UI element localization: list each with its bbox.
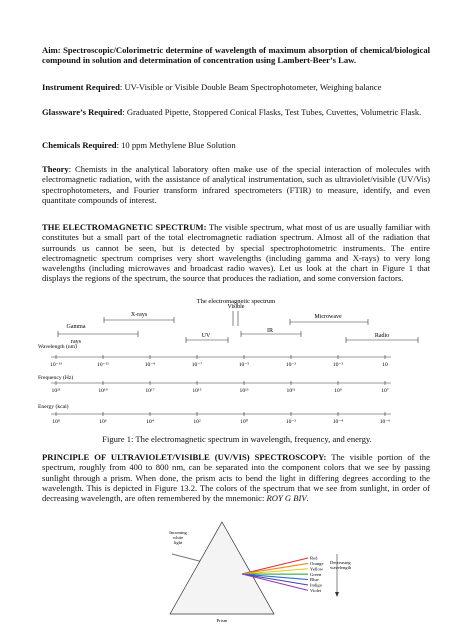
region-ir: IR (267, 328, 273, 334)
region-visible: Visible (227, 304, 245, 310)
glassware-text: : Graduated Pipette, Stoppered Conical Flasks, Test Tubes, Cuvettes, Volumetric Flask. (122, 107, 422, 117)
figure1-caption: Figure 1: The electromagnetic spectrum in wavelength, frequency, and energy. (102, 434, 372, 444)
incoming-light-label: Incoming (169, 530, 187, 535)
em-spectrum-heading: THE ELECTROMAGNETIC SPECTRUM: (42, 222, 207, 232)
wavelength-tick-label: 10⁻¹³ (50, 362, 62, 368)
instrument-text: : UV-Visible or Visible Double Beam Spectrophotometer, Weighing balance (119, 82, 382, 92)
color-label-yellow: Yellow (310, 566, 324, 572)
color-label-blue: Blue (310, 577, 319, 583)
region-gamma-rays: rays (71, 339, 81, 345)
energy-axis-label: Energy (kcal) (38, 404, 69, 410)
frequency-tick-label: 10⁹ (334, 388, 342, 394)
energy-tick-label: 10⁴ (146, 419, 154, 425)
frequency-tick-label: 10¹³ (239, 388, 249, 394)
color-label-green: Green (310, 571, 322, 577)
energy-tick-label: 10⁸ (52, 419, 60, 425)
mnemonic: ROY G BIV (266, 493, 307, 504)
aim-paragraph (42, 45, 430, 66)
uvvis-end: . (306, 493, 309, 504)
glassware-paragraph (42, 107, 430, 117)
aim-text: Spectroscopic/Colorimetric determine of wavelength of maximum absorption of chemical/biological compound in solution and determination of concentration using Lambert-Beer’s Law. (42, 45, 430, 66)
prism-shape (170, 522, 274, 614)
frequency-tick-label: 10¹⁹ (98, 388, 108, 394)
figure-title: The electromagnetic spectrum (196, 298, 276, 305)
wavelength-tick-label: 10⁻⁵ (238, 362, 250, 368)
uvvis-paragraph (42, 452, 430, 503)
uvvis-heading: PRINCIPLE OF ULTRAVIOLET/VISIBLE (UV/VIS) SPECTROSCOPY: (42, 452, 327, 462)
region-microwave: Microwave (314, 314, 342, 320)
prism-label: Prism (216, 618, 228, 623)
instrument-label: Instrument Required (42, 82, 120, 92)
energy-tick-label: 10⁻⁶ (379, 419, 391, 425)
incoming-light-label-3: light (173, 540, 183, 545)
wavelength-tick-label: 10⁻¹ (332, 362, 344, 368)
color-label-red: Red (310, 555, 318, 561)
instrument-paragraph (42, 82, 430, 92)
frequency-axis-label: Frequency (Hz) (38, 375, 74, 381)
em-spectrum-paragraph (42, 222, 430, 284)
frequency-tick-label: 10⁷ (381, 388, 389, 394)
wavelength-tick-label: 10⁻¹¹ (97, 362, 109, 368)
decreasing-label: Decreasing (330, 560, 351, 565)
region-radio: Radio (374, 333, 390, 339)
em-spectrum-text: The visible spectrum, what most of us are usually familiar with constitutes but a small part of the total electromagnetic radiation spectrum. Almost all of the radiation that surrounds us cannot be seen, but is detected by special spectrophotometric instruments. The entire electromagnetic spectrum comprises very short wavelengths (including gamma and X-rays) to very long wavelengths (including microwaves and broadcast radio waves). Let us look at the chart in Figure 1 that displays the regions of the spectrum, the source that produces the radiation, and some conversion factors. (42, 222, 430, 284)
ray-orange (242, 563, 308, 574)
theory-text: : Chemists in the analytical laboratory often make use of the special interaction of molecules with electromagnetic radiation, with the assistance of analytical instrumentation, such as ultraviolet/visible (UV/Vis) spectrophotometers, and Fourier transform infrared spectrometers (FTIR) to measure, identify, and even quantitate compounds of interest. (42, 164, 430, 205)
wavelength-tick-label: 10 (382, 362, 388, 368)
wavelength-tick-label: 10⁻⁷ (191, 362, 203, 368)
wavelength-tick-label: 10⁻³ (285, 362, 297, 368)
decreasing-label-2: wavelength (330, 565, 352, 570)
frequency-tick-label: 10²¹ (51, 388, 61, 394)
chemicals-text: : 10 ppm Methylene Blue Solution (116, 140, 236, 150)
glassware-label: Glassware’s Required (42, 107, 123, 117)
energy-tick-label: 10⁶ (99, 419, 107, 425)
prism-figure (150, 518, 350, 626)
frequency-tick-label: 10¹⁵ (192, 388, 202, 394)
color-label-indigo: Indigo (310, 582, 322, 588)
wavelength-tick-label: 10⁻⁹ (144, 362, 156, 368)
color-labels (310, 556, 324, 593)
theory-paragraph (42, 164, 430, 205)
region-xrays: X-rays (130, 312, 148, 318)
wavelength-axis-label: Wavelength (nm) (38, 344, 77, 350)
uvvis-text: The visible portion of the spectrum, roughly from 400 to 800 nm, can be separated into the component colors that we see by passing sunlight through a prism. When done, the prism acts to bend the light in differing degrees according to the wavelength. This is depicted in Figure 13.2. The colors of the spectrum that we see from sunlight, in order of decreasing wavelength, are often remembered by the mnemonic: (42, 452, 430, 504)
color-label-violet: Violet (310, 588, 322, 593)
region-gamma: Gamma (66, 324, 86, 330)
aim-label: Aim: (42, 45, 61, 55)
chemicals-label: Chemicals Required (42, 140, 117, 150)
decreasing-arrow-head (335, 592, 339, 597)
chemicals-paragraph (42, 140, 430, 150)
incoming-light-label-2: white (172, 535, 184, 540)
energy-tick-label: 10⁻² (285, 419, 297, 425)
frequency-tick-label: 10¹⁷ (145, 388, 155, 394)
region-uv: UV (201, 333, 211, 339)
color-label-orange: Orange (310, 561, 324, 566)
energy-tick-label: 10⁻⁴ (332, 419, 344, 425)
energy-tick-label: 10² (193, 419, 201, 425)
energy-tick-label: 10⁰ (240, 419, 248, 425)
theory-label: Theory (42, 164, 69, 174)
em-spectrum-figure (38, 296, 436, 428)
frequency-tick-label: 10¹¹ (286, 388, 296, 394)
